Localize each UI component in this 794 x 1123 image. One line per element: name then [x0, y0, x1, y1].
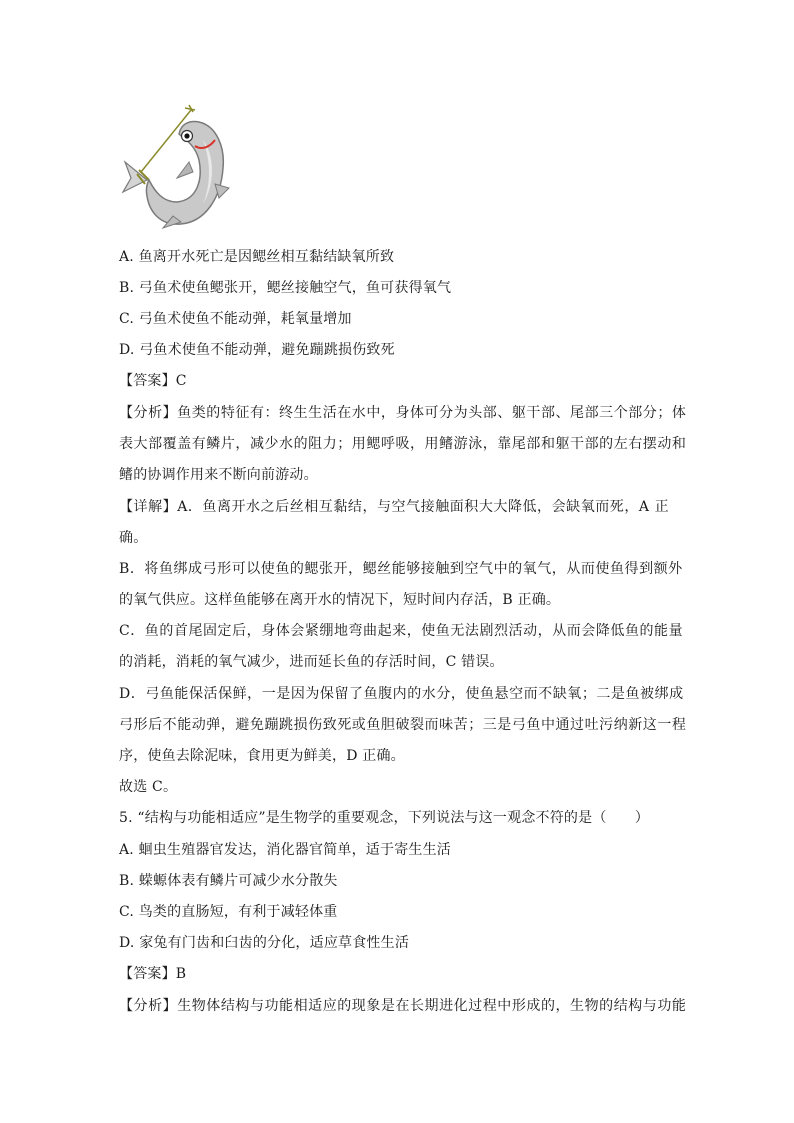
q4-conclusion: 故选 C。 [119, 779, 178, 795]
q5-option-b: B. 蝾螈体表有鳞片可减少水分散失 [119, 873, 338, 889]
q5-option-d: D. 家兔有门齿和臼齿的分化，适应草食性生活 [119, 935, 410, 951]
q4-option-c: C. 弓鱼术使鱼不能动弹，耗氧量增加 [119, 311, 352, 327]
q4-detail-line: 弓形后不能动弹，避免蹦跳损伤致死或鱼胆破裂而味苦；三是弓鱼中通过吐污纳新这一程 [119, 717, 687, 733]
q4-option-d: D. 弓鱼术使鱼不能动弹，避免蹦跳损伤致死 [119, 342, 395, 358]
bow-fish-illustration [119, 100, 231, 235]
q4-analysis-line: 表大部覆盖有鳞片，减少水的阻力；用鳃呼吸，用鳍游泳，靠尾部和躯干部的左右摆动和 [119, 436, 687, 452]
q5-analysis-line: 【分析】生物体结构与功能相适应的现象是在长期进化过程中形成的，生物的结构与功能 [119, 998, 687, 1014]
q4-detail-line: 的消耗，消耗的氧气减少，进而延长鱼的存活时间，C 错误。 [119, 654, 504, 670]
q4-detail-line: 的氧气供应。这样鱼能够在离开水的情况下，短时间内存活，B 正确。 [119, 592, 561, 608]
q4-detail-line: 【详解】A．鱼离开水之后丝相互黏结，与空气接触面积大大降低，会缺氧而死，A 正 [119, 499, 670, 515]
q4-detail-line: D．弓鱼能保活保鲜，一是因为保留了鱼腹内的水分，使鱼悬空而不缺氧；二是鱼被绑成 [119, 686, 684, 702]
document-page [119, 0, 687, 1123]
q4-analysis-line: 鳍的协调作用来不断向前游动。 [119, 467, 318, 483]
q4-detail-line: 确。 [119, 530, 148, 546]
q5-stem: 5. “结构与功能相适应”是生物学的重要观念，下列说法与这一观念不符的是（ ） [119, 810, 650, 826]
q5-answer: 【答案】B [119, 966, 187, 982]
q5-option-c: C. 鸟类的直肠短，有利于减轻体重 [119, 904, 338, 920]
q5-option-a: A. 蛔虫生殖器官发达，消化器官简单，适于寄生生活 [119, 842, 452, 858]
q4-option-a: A. 鱼离开水死亡是因鳃丝相互黏结缺氧所致 [119, 249, 395, 265]
q4-option-b: B. 弓鱼术使鱼鳃张开，鳃丝接触空气，鱼可获得氧气 [119, 280, 452, 296]
q4-detail-line: C．鱼的首尾固定后，身体会紧绷地弯曲起来，使鱼无法剧烈活动，从而会降低鱼的能量 [119, 623, 684, 639]
q4-analysis-line: 【分析】鱼类的特征有：终生生活在水中，身体可分为头部、躯干部、尾部三个部分；体 [119, 405, 687, 421]
q4-detail-line: B．将鱼绑成弓形可以使鱼的鳃张开，鳃丝能够接触到空气中的氧气，从而使鱼得到额外 [119, 561, 683, 577]
q4-answer: 【答案】C [119, 373, 187, 389]
q4-detail-line: 序，使鱼去除泥味，食用更为鲜美，D 正确。 [119, 748, 405, 764]
